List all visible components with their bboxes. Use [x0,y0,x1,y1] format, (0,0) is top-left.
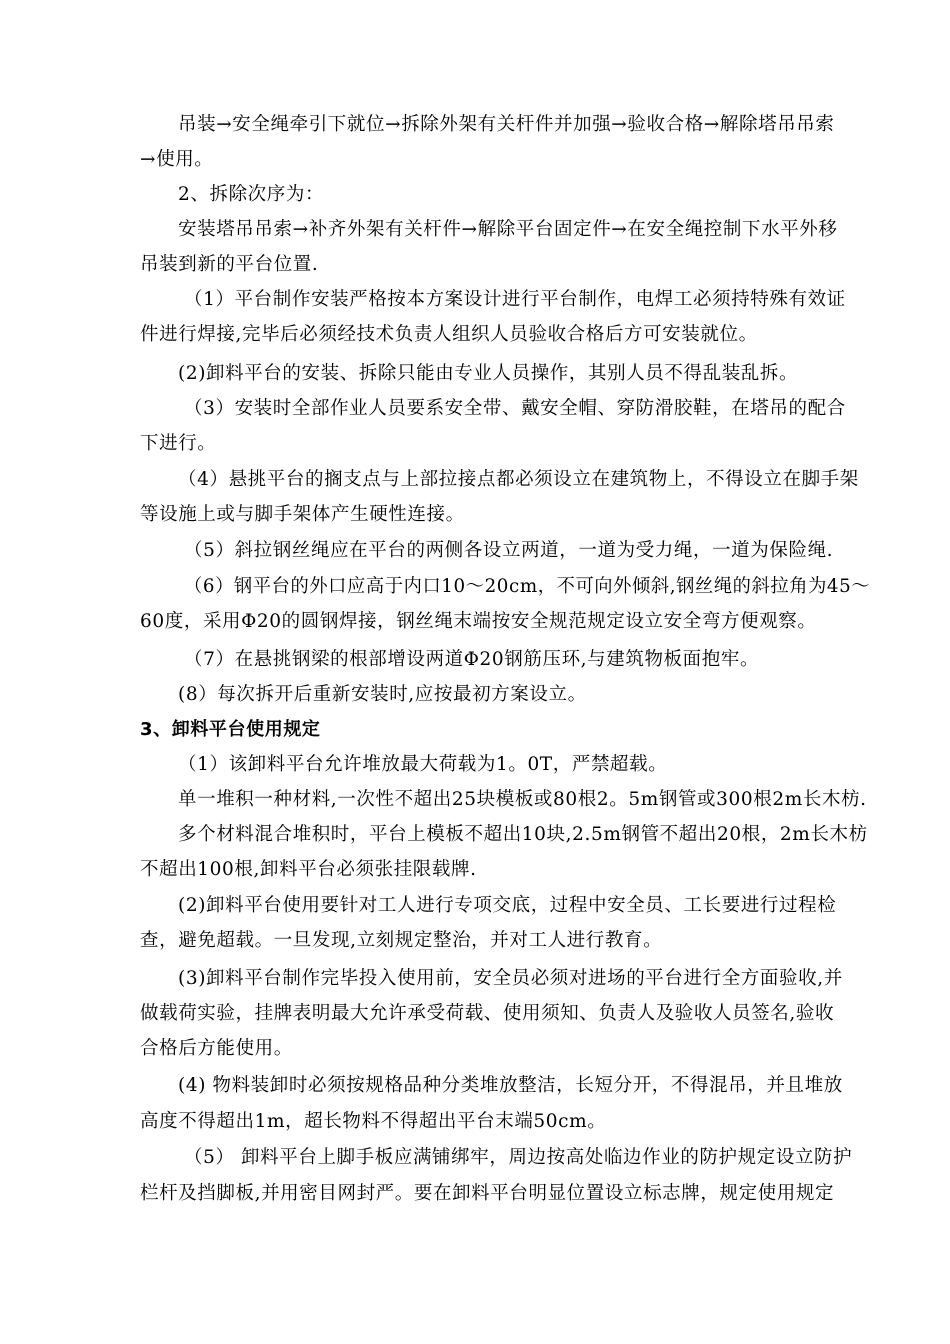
paragraph-line: （6）钢平台的外口应高于内口10～20cm，不可向外倾斜,钢丝绳的斜拉角为45～ [184,576,871,597]
paragraph-line: 吊装→安全绳牵引下就位→拆除外架有关杆件并加强→验收合格→解除塔吊吊索 [178,114,835,135]
paragraph-line: 不超出100根,卸料平台必须张挂限载牌. [140,859,477,880]
paragraph-line: （4）悬挑平台的搁支点与上部拉接点都必须设立在建筑物上，不得设立在脚手架 [178,469,859,490]
paragraph-line: （1）该卸料平台允许堆放最大荷载为1。0T，严禁超载。 [178,754,668,775]
paragraph-line: 下进行。 [140,433,217,454]
paragraph-line: 栏杆及挡脚板,并用密目网封严。要在卸料平台明显位置设立标志牌，规定使用规定 [140,1183,835,1204]
paragraph-line: 查，避免超载。一旦发现,立刻规定整治，并对工人进行教育。 [140,930,663,951]
paragraph-line: (3)卸料平台制作完毕投入使用前，安全员必须对进场的平台进行全方面验收,并 [178,968,843,989]
paragraph-line: 单一堆积一种材料,一次性不超出25块模板或80根2。5m钢管或300根2m长木枋. [178,789,867,810]
paragraph-line: (4) 物料装卸时必须按规格品种分类堆放整洁，长短分开，不得混吊，并且堆放 [178,1075,843,1096]
paragraph-line: 安装塔吊吊索→补齐外架有关杆件→解除平台固定件→在安全绳控制下水平外移 [178,219,838,240]
paragraph-line: 60度，采用Φ20的圆钢焊接，钢丝绳末端按安全规范规定设立安全弯方便观察。 [140,611,817,632]
paragraph-line: 做载荷实验，挂牌表明最大允许承受荷载、使用须知、负责人及验收人员签名,验收 [140,1003,835,1024]
paragraph-line: （3）安装时全部作业人员要系安全带、戴安全帽、穿防滑胶鞋，在塔吊的配合 [184,398,846,419]
paragraph-line: （5） 卸料平台上脚手板应满铺绑牢，周边按高处临边作业的防护规定设立防护 [184,1147,853,1168]
paragraph-line: (2)卸料平台的安装、拆除只能由专业人员操作，其别人员不得乱装乱拆。 [178,363,799,384]
paragraph-line: 吊装到新的平台位置. [140,254,319,275]
paragraph-line: 等设施上或与脚手架体产生硬性连接。 [140,504,465,525]
paragraph-line: 多个材料混合堆积时，平台上模板不超出10块,2.5m钢管不超出20根，2m长木枋 [178,824,868,845]
section-heading: 3、卸料平台使用规定 [140,719,321,740]
paragraph-line: （1）平台制作安装严格按本方案设计进行平台制作，电焊工必须持特殊有效证 [184,289,846,310]
paragraph-line: （7）在悬挑钢梁的根部增设两道Φ20钢筋压环,与建筑物板面抱牢。 [184,649,760,670]
paragraph-line: 合格后方能使用。 [140,1038,293,1059]
paragraph-line: →使用。 [140,149,214,170]
paragraph-line: 高度不得超出1m，超长物料不得超出平台末端50cm。 [140,1111,607,1132]
paragraph-line: 件进行焊接,完毕后必须经技术负责人组织人员验收合格后方可安装就位。 [140,324,758,345]
paragraph-line: (2)卸料平台使用要针对工人进行专项交底，过程中安全员、工长要进行过程检 [178,895,837,916]
paragraph-line: （5）斜拉钢丝绳应在平台的两侧各设立两道，一道为受力绳，一道为保险绳. [184,540,834,561]
paragraph-line: (8）每次拆开后重新安装时,应按最初方案设立。 [178,684,587,705]
paragraph-line: 2、拆除次序为： [178,184,325,205]
